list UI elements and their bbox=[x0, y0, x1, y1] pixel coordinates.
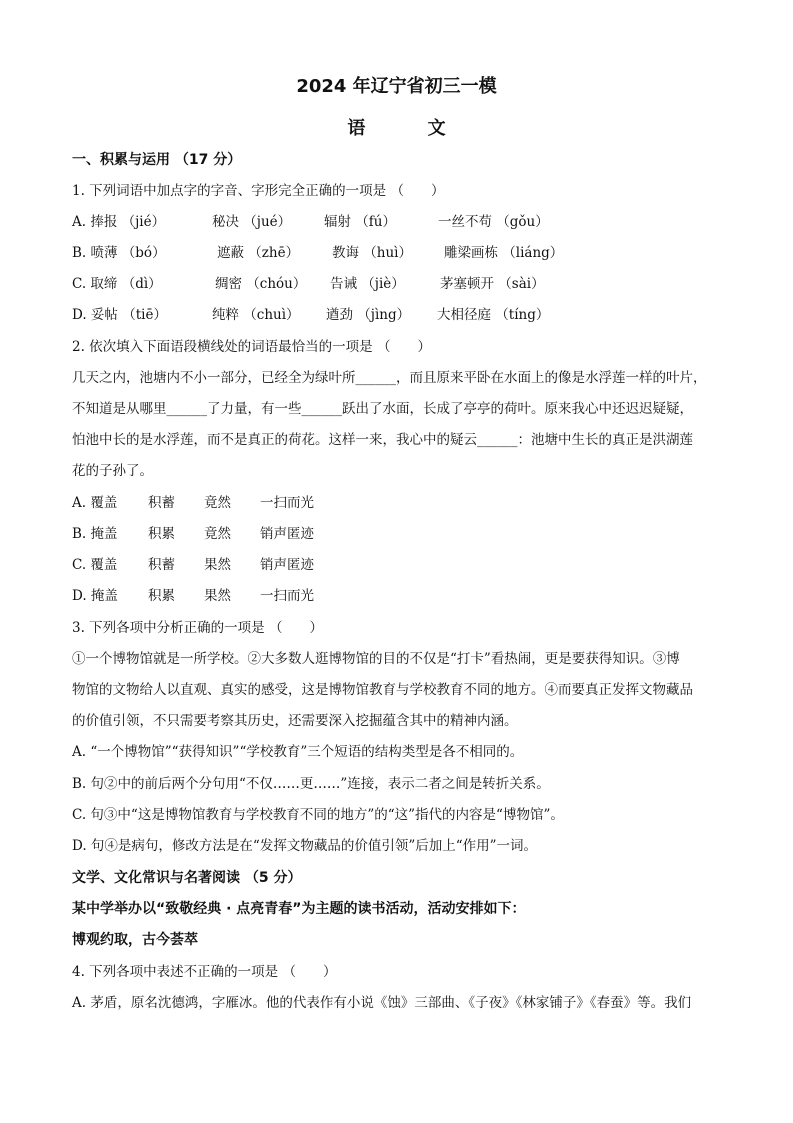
q3-option-d: D. 句④是病句，修改方法是在“发挥文物藏品的价值引领”后加上“作用”一词。 bbox=[72, 838, 538, 854]
q1-d-word4: 大相径庭 （tíng） bbox=[437, 307, 550, 323]
q1-d-word2: 纯粹 （chuì） bbox=[212, 307, 300, 323]
q1-b-word1: B. 喷薄 （bó） bbox=[72, 245, 166, 261]
q1-b-word3: 教诲 （huì） bbox=[332, 245, 412, 261]
q2-c-w2: 积蓄 bbox=[148, 557, 175, 573]
section2-intro: 某中学举办以“致敬经典 · 点亮青春”为主题的读书活动，活动安排如下： bbox=[72, 901, 526, 917]
section1-heading: 一、积累与运用 （17 分） bbox=[72, 152, 242, 168]
q1-a-word1: A. 捧报 （jié） bbox=[72, 214, 166, 230]
q1-c-word3: 告诫 （jiè） bbox=[330, 276, 405, 292]
section2-subheading: 博观约取，古今荟萃 bbox=[72, 932, 198, 948]
q2-passage-line1: 几天之内，池塘内不小一部分，已经全为绿叶所______，而且原来平卧在水面上的像是水浮莲一样的叶片， bbox=[72, 370, 707, 386]
q4-option-a: A. 茅盾，原名沈德鸿，字雁冰。他的代表作有小说《蚀》三部曲、《子夜》《林家铺子》《春蚕》等。我们 bbox=[72, 995, 692, 1011]
q4-stem: 4. 下列各项中表述不正确的一项是 （ ） bbox=[72, 964, 337, 980]
q2-b-w4: 销声匿迹 bbox=[260, 526, 314, 542]
q2-d-w2: 积累 bbox=[148, 588, 175, 604]
q2-c-w1: C. 覆盖 bbox=[72, 557, 118, 573]
q3-option-a: A. “一个博物馆”“获得知识”“学校教育”三个短语的结构类型是各不相同的。 bbox=[72, 744, 524, 760]
q2-passage-line2: 不知道是从哪里______了力量，有一些______跃出了水面，长成了亭亭的荷叶。原来我心中还迟迟疑疑， bbox=[72, 401, 693, 417]
q2-a-w3: 竟然 bbox=[204, 495, 231, 511]
q3-passage-line3: 的价值引领，不只需要考察其历史，还需要深入挖掘蕴含其中的精神内涵。 bbox=[72, 713, 518, 729]
q3-passage-line2: 物馆的文物给人以直观、真实的感受，这是博物馆教育与学校教育不同的地方。④而要真正发挥文物藏品 bbox=[72, 682, 693, 698]
q1-d-word1: D. 妥帖 （tiē） bbox=[72, 307, 167, 323]
q2-b-w2: 积累 bbox=[148, 526, 175, 542]
q2-d-w4: 一扫而光 bbox=[260, 588, 314, 604]
q2-b-w1: B. 掩盖 bbox=[72, 526, 118, 542]
q2-b-w3: 竟然 bbox=[204, 526, 231, 542]
q2-passage-line3: 怕池中长的是水浮莲，而不是真正的荷花。这样一来，我心中的疑云______：池塘中生长的真正是洪湖莲 bbox=[72, 432, 693, 448]
q1-d-word3: 遒劲 （jìng） bbox=[326, 307, 411, 323]
q1-c-word1: C. 取缔 （dì） bbox=[72, 276, 162, 292]
q3-option-b: B. 句②中的前后两个分句用“不仅……更……”连接，表示二者之间是转折关系。 bbox=[72, 776, 550, 792]
q1-b-word4: 雕梁画栋 （liáng） bbox=[444, 245, 564, 261]
document-title: 2024 年辽宁省初三一模 bbox=[296, 76, 497, 97]
q1-a-word3: 辐射 （fú） bbox=[324, 214, 396, 230]
q2-a-w2: 积蓄 bbox=[148, 495, 175, 511]
q2-passage-line4: 花的子孙了。 bbox=[72, 463, 153, 479]
q1-a-word4: 一丝不苟 （gǒu） bbox=[438, 214, 549, 230]
q1-c-word4: 茅塞顿开 （sài） bbox=[440, 276, 545, 292]
q3-option-c: C. 句③中“这是博物馆教育与学校教育不同的地方”的“这”指代的内容是“博物馆”。 bbox=[72, 807, 564, 823]
q2-c-w4: 销声匿迹 bbox=[260, 557, 314, 573]
q3-stem: 3. 下列各项中分析正确的一项是 （ ） bbox=[72, 620, 323, 636]
q1-stem: 1. 下列词语中加点字的字音、字形完全正确的一项是 （ ） bbox=[72, 183, 445, 199]
q2-c-w3: 果然 bbox=[204, 557, 231, 573]
q2-d-w1: D. 掩盖 bbox=[72, 588, 118, 604]
document-subject: 语 文 bbox=[347, 118, 474, 139]
section2-heading: 文学、文化常识与名著阅读 （5 分） bbox=[72, 870, 302, 886]
q1-b-word2: 遮蔽 （zhē） bbox=[217, 245, 300, 261]
q2-a-w1: A. 覆盖 bbox=[72, 495, 118, 511]
q2-d-w3: 果然 bbox=[204, 588, 231, 604]
q2-stem: 2. 依次填入下面语段横线处的词语最恰当的一项是 （ ） bbox=[72, 339, 431, 355]
q3-passage-line1: ①一个博物馆就是一所学校。②大多数人逛博物馆的目的不仅是“打卡”看热闹，更是要获得知识。③博 bbox=[72, 651, 680, 667]
q1-a-word2: 秘决 （jué） bbox=[212, 214, 292, 230]
q1-c-word2: 绸密 （chóu） bbox=[215, 276, 307, 292]
q2-a-w4: 一扫而光 bbox=[260, 495, 314, 511]
